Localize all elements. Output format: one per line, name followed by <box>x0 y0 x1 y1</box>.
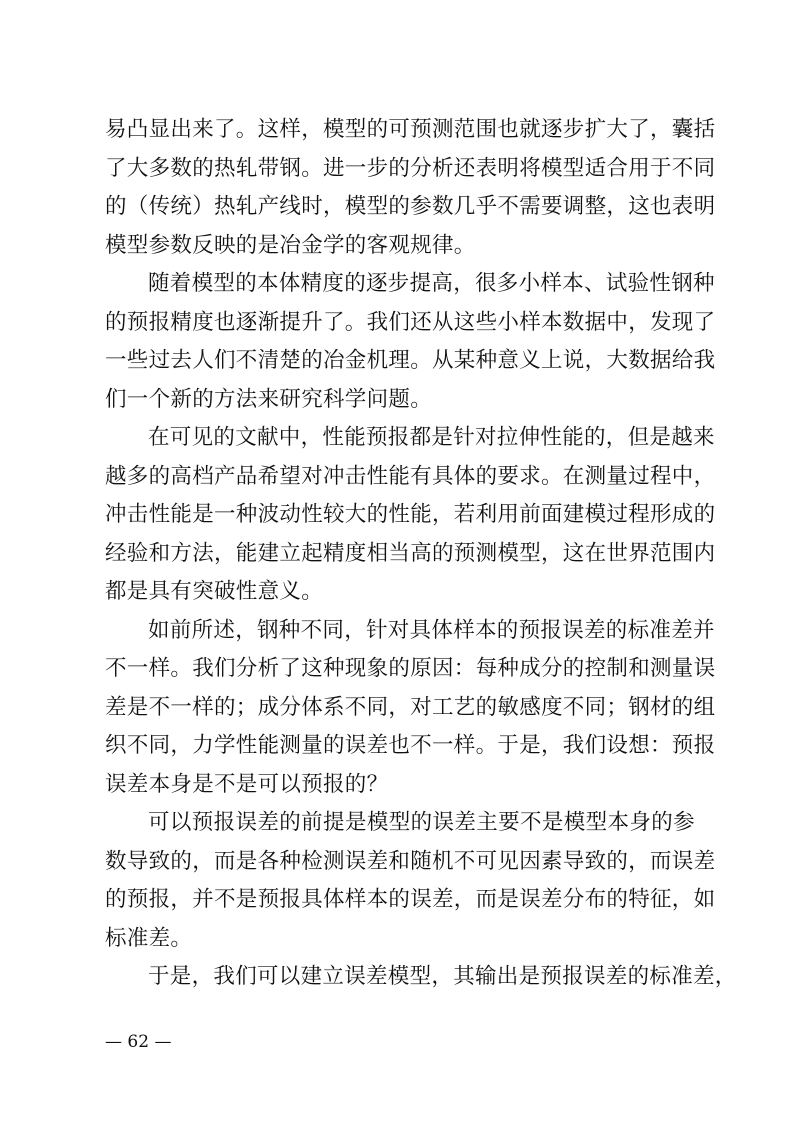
paragraph-3 <box>105 419 716 612</box>
text-line: 不一样。我们分析了这种现象的原因：每种成分的控制和测量误 <box>105 656 716 681</box>
text-line: 们一个新的方法来研究科学问题。 <box>105 386 433 412</box>
text-line: 可以预报误差的前提是模型的误差主要不是模型本身的参 <box>148 810 695 835</box>
text-line: 随着模型的本体精度的逐步提高，很多小样本、试验性钢种 <box>148 271 715 296</box>
text-line: 在可见的文献中，性能预报都是针对拉伸性能的，但是越来 <box>148 425 715 450</box>
text-line: 易凸显出来了。这样，模型的可预测范围也就逐步扩大了，囊括 <box>105 117 716 142</box>
text-line: 冲击性能是一种波动性较大的性能，若利用前面建模过程形成的 <box>105 502 716 527</box>
paragraph-2 <box>105 265 716 419</box>
text-line: 差是不一样的；成分体系不同，对工艺的敏感度不同；钢材的组 <box>105 694 716 720</box>
text-line: 数导致的，而是各种检测误差和随机不可见因素导致的，而误差 <box>105 848 716 874</box>
text-line: 模型参数反映的是冶金学的客观规律。 <box>105 232 476 258</box>
paragraph-1 <box>105 111 716 265</box>
text-line: 了大多数的热轧带钢。进一步的分析还表明将模型适合用于不同 <box>105 155 716 181</box>
text-line: 的预报，并不是预报具体样本的误差，而是误差分布的特征，如 <box>105 887 716 912</box>
text-line: 越多的高档产品希望对冲击性能有具体的要求。在测量过程中， <box>105 463 716 489</box>
text-line: 的（传统）热轧产线时，模型的参数几乎不需要调整，这也表明 <box>105 194 716 219</box>
text-line: 一些过去人们不清楚的冶金机理。从某种意义上说，大数据给我 <box>105 348 716 373</box>
paragraph-6 <box>105 958 737 997</box>
text-line: 标准差。 <box>105 925 193 951</box>
paragraph-5 <box>105 804 716 958</box>
text-line: 如前所述，钢种不同，针对具体样本的预报误差的标准差并 <box>148 617 715 643</box>
text-line: 都是具有突破性意义。 <box>105 579 324 604</box>
main-text <box>105 111 737 997</box>
paragraph-4 <box>105 612 716 805</box>
text-line: 误差本身是不是可以预报的？ <box>105 771 389 797</box>
text-line: 经验和方法，能建立起精度相当高的预测模型，这在世界范围内 <box>105 540 716 566</box>
page-number: — 62 — <box>105 1032 172 1052</box>
text-line: 于是，我们可以建立误差模型，其输出是预报误差的标准差， <box>148 964 737 989</box>
text-line: 的预报精度也逐渐提升了。我们还从这些小样本数据中，发现了 <box>105 309 716 335</box>
text-line: 织不同，力学性能测量的误差也不一样。于是，我们设想：预报 <box>105 733 716 758</box>
